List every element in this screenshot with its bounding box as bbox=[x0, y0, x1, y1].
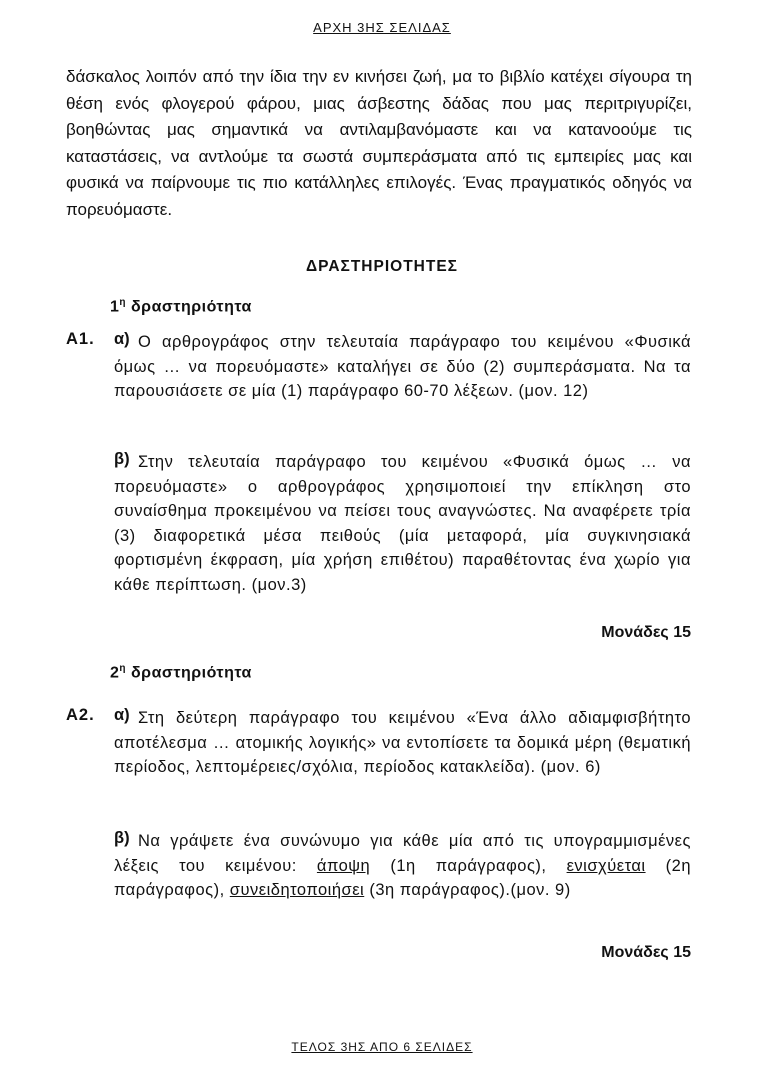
activity-2-heading bbox=[110, 663, 252, 682]
question-a1-b-label: β) bbox=[114, 450, 130, 468]
question-a1-b-text: Στην τελευταία παράγραφο του κειμένου «Φυσικά όμως … να πορευόμαστε» ο αρθρογράφος χρησιμοποιεί την επίκληση στο συναίσθημα προκειμένου να πείσει τους αναγνώστες. Να αναφέρετε τρία (3) διαφορετικά μέσα πειθούς (μία μεταφορά, μία συγκινησιακά φορτισμένη έκφραση, μία χρήση επιθέτου) παραθέτοντας ένα χωρίο για κάθε περίπτωση. (μον.3) bbox=[114, 453, 691, 594]
activity-1-label: δραστηριότητα bbox=[126, 298, 252, 316]
activity-2-number: 2 bbox=[110, 664, 120, 682]
question-a1-number: Α1. bbox=[66, 330, 95, 348]
question-a2-a-text: Στη δεύτερη παράγραφο του κειμένου «Ένα άλλο αδιαμφισβήτητο αποτέλεσμα … ατομικής λογικής» να εντοπίσετε τα δομικά μέρη (θεματική περίοδος, λεπτομέρειες/σχόλια, περίοδος κατακλείδα). (μον. 6) bbox=[114, 709, 691, 776]
question-a2-b-text bbox=[114, 829, 691, 903]
question-a1-a-label: α) bbox=[114, 330, 130, 348]
section-title: ΔΡΑΣΤΗΡΙΟΤΗΤΕΣ bbox=[306, 258, 458, 275]
intro-paragraph: δάσκαλος λοιπόν από την ίδια την εν κινήσει ζωή, μα το βιβλίο κατέχει σίγουρα τη θέση ενός φλογερού φάρου, μιας άσβεστης δάδας που μας περιτριγυρίζει, βοηθώντας μας σημαντικά να αντιλαμβανόμαστε και να κατανοούμε τις καταστάσεις, να αντλούμε τα σωστά συμπεράσματα από τις εμπειρίες μας και φυσικά να παίρνουμε τις πιο κατάλληλες επιλογές. Ένας πραγματικός οδηγός να πορευόμαστε. bbox=[66, 67, 692, 219]
question-a2-b-label: β) bbox=[114, 829, 130, 847]
page-footer: ΤΕΛΟΣ 3ΗΣ ΑΠΟ 6 ΣΕΛΙΔΕΣ bbox=[291, 1040, 473, 1054]
question-a2-b-text-part-1: Να γράψετε ένα συνώνυμο για κάθε μία από τις υπογραμμισμένες λέξεις του κειμένου: bbox=[114, 832, 691, 875]
activity-2-units: Μονάδες 15 bbox=[601, 944, 691, 961]
activity-1-heading bbox=[110, 297, 252, 316]
question-a2-a-label: α) bbox=[114, 706, 130, 724]
question-a2-number: Α2. bbox=[66, 706, 95, 724]
underlined-word-1: άποψη bbox=[316, 856, 371, 875]
activity-1-units: Μονάδες 15 bbox=[601, 624, 691, 641]
page-header: ΑΡΧΗ 3ΗΣ ΣΕΛΙΔΑΣ bbox=[313, 20, 451, 35]
activity-1-superscript: η bbox=[119, 297, 127, 308]
underlined-word-2: ενισχύεται bbox=[566, 856, 646, 875]
question-a1-a-text: Ο αρθρογράφος στην τελευταία παράγραφο του κειμένου «Φυσικά όμως … να πορευόμαστε» καταλήγει σε δύο (2) συμπεράσματα. Να τα παρουσιάσετε σε μία (1) παράγραφο 60-70 λέξεων. (μον. 12) bbox=[114, 333, 691, 400]
activity-1-number: 1 bbox=[110, 298, 120, 316]
underlined-word-3: συνειδητοποιήσει bbox=[229, 881, 365, 899]
activity-2-label: δραστηριότητα bbox=[126, 664, 252, 682]
activity-2-superscript: η bbox=[119, 663, 127, 674]
question-a2-b-text-part-2: (1η παράγραφος), bbox=[370, 856, 567, 875]
question-a2-b-text-part-3: (2η παράγραφος), bbox=[114, 856, 692, 899]
question-a2-b-text-part-4: (3η παράγραφος).(μον. 9) bbox=[364, 881, 571, 899]
